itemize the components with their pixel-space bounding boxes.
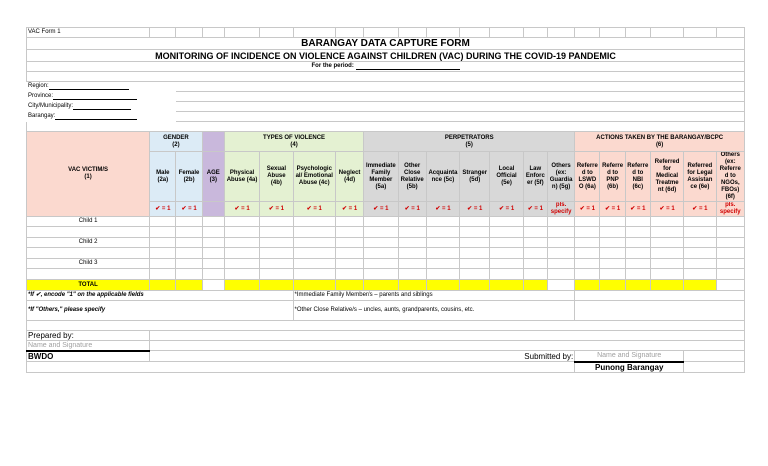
col-local-official: Local Official (5e) bbox=[490, 152, 523, 202]
bwdo-label: BWDO bbox=[27, 351, 150, 362]
data-capture-sheet bbox=[26, 27, 745, 373]
form-label: VAC Form 1 bbox=[27, 28, 150, 38]
check-legend: ✔ = 1 bbox=[684, 202, 716, 217]
col-others-action: Others (ex: Referre d to NGOs, FBOs) (6f) bbox=[716, 152, 744, 202]
col-male: Male (2a) bbox=[150, 152, 176, 202]
check-legend: ✔ = 1 bbox=[224, 202, 259, 217]
prepared-by-signature-field[interactable]: Name and Signature bbox=[27, 341, 150, 351]
total-row bbox=[27, 280, 745, 291]
col-physical-abuse: Physical Abuse (4a) bbox=[224, 152, 259, 202]
submitted-by-signature-field[interactable]: Name and Signature bbox=[575, 351, 684, 362]
child-label: Child 1 bbox=[27, 217, 150, 227]
check-legend: ✔ = 1 bbox=[523, 202, 547, 217]
col-law-enforcer: Law Enforc er (5f) bbox=[523, 152, 547, 202]
violence-group-header: TYPES OF VIOLENCE (4) bbox=[224, 132, 363, 152]
submitted-by-label: Submitted by: bbox=[150, 351, 575, 362]
form-table bbox=[26, 27, 745, 373]
col-referred-pnp: Referre d to PNP (6b) bbox=[600, 152, 625, 202]
vac-victims-header: VAC VICTIM/S (1) bbox=[27, 132, 150, 217]
form-subtitle: MONITORING OF INCIDENCE ON VIOLENCE AGAINST CHILDREN (VAC) DURING THE COVID-19 PANDEMIC bbox=[27, 50, 745, 62]
actions-group-header: ACTIONS TAKEN BY THE BARANGAY/BCPC (6) bbox=[575, 132, 745, 152]
check-legend: ✔ = 1 bbox=[260, 202, 293, 217]
check-legend: ✔ = 1 bbox=[150, 202, 176, 217]
perpetrators-group-header: PERPETRATORS (5) bbox=[364, 132, 575, 152]
col-referred-medical: Referred for Medical Treatme nt (6d) bbox=[650, 152, 683, 202]
period-label: For the period: bbox=[311, 63, 354, 69]
prepared-by-label: Prepared by: bbox=[27, 331, 150, 341]
table-row bbox=[27, 238, 745, 248]
table-row bbox=[27, 217, 745, 227]
check-legend: ✔ = 1 bbox=[335, 202, 363, 217]
check-legend: ✔ = 1 bbox=[600, 202, 625, 217]
barangay-field[interactable]: Barangay: bbox=[27, 112, 176, 122]
check-legend: ✔ = 1 bbox=[426, 202, 459, 217]
city-field[interactable]: City/Municipality: bbox=[27, 102, 176, 112]
province-field[interactable]: Province: bbox=[27, 92, 176, 102]
check-legend: ✔ = 1 bbox=[176, 202, 202, 217]
child-label: Child 2 bbox=[27, 238, 150, 248]
col-sexual-abuse: Sexual Abuse (4b) bbox=[260, 152, 293, 202]
region-field[interactable]: Region: bbox=[27, 82, 176, 92]
col-age: AGE (3) bbox=[202, 152, 224, 202]
note-other-relative: *Other Close Relative/s – uncles, aunts, grandparents, cousins, etc. bbox=[293, 301, 575, 321]
punong-barangay-label: Punong Barangay bbox=[575, 362, 684, 373]
period-row bbox=[27, 62, 745, 72]
check-legend: ✔ = 1 bbox=[575, 202, 600, 217]
pls-specify-label: pls. specify bbox=[547, 202, 574, 217]
check-legend: ✔ = 1 bbox=[490, 202, 523, 217]
check-legend: ✔ = 1 bbox=[398, 202, 426, 217]
col-neglect: Neglect (4d) bbox=[335, 152, 363, 202]
note-others: *If "Others," please specify bbox=[27, 301, 294, 321]
col-stranger: Stranger (5d) bbox=[460, 152, 490, 202]
table-row bbox=[27, 259, 745, 269]
col-others-perpetrator: Others (ex: Guardia n) (5g) bbox=[547, 152, 574, 202]
check-legend: ✔ = 1 bbox=[293, 202, 335, 217]
pls-specify-label: pls. specify bbox=[716, 202, 744, 217]
col-referred-legal: Referred for Legal Assistan ce (6e) bbox=[684, 152, 716, 202]
note-encode: *If ✔, encode "1" on the applicable fields bbox=[27, 291, 294, 301]
gender-group-header: GENDER (2) bbox=[150, 132, 203, 152]
col-other-relative: Other Close Relative (5b) bbox=[398, 152, 426, 202]
col-psychological-abuse: Psychologic al/ Emotional Abuse (4c) bbox=[293, 152, 335, 202]
check-legend: ✔ = 1 bbox=[625, 202, 650, 217]
col-immediate-family: Immediate Family Member (5a) bbox=[364, 152, 398, 202]
total-label: TOTAL bbox=[27, 280, 150, 291]
col-female: Female (2b) bbox=[176, 152, 202, 202]
col-referred-nbi: Referre d to NBI (6c) bbox=[625, 152, 650, 202]
form-title: BARANGAY DATA CAPTURE FORM bbox=[27, 38, 745, 50]
check-legend: ✔ = 1 bbox=[364, 202, 398, 217]
check-legend: ✔ = 1 bbox=[650, 202, 683, 217]
col-acquaintance: Acquainta nce (5c) bbox=[426, 152, 459, 202]
child-label: Child 3 bbox=[27, 259, 150, 269]
col-referred-lswdo: Referre d to LSWD O (6a) bbox=[575, 152, 600, 202]
check-legend: ✔ = 1 bbox=[460, 202, 490, 217]
period-field[interactable] bbox=[356, 63, 460, 70]
note-immediate-family: *Immediate Family Member/s – parents and siblings bbox=[293, 291, 575, 301]
